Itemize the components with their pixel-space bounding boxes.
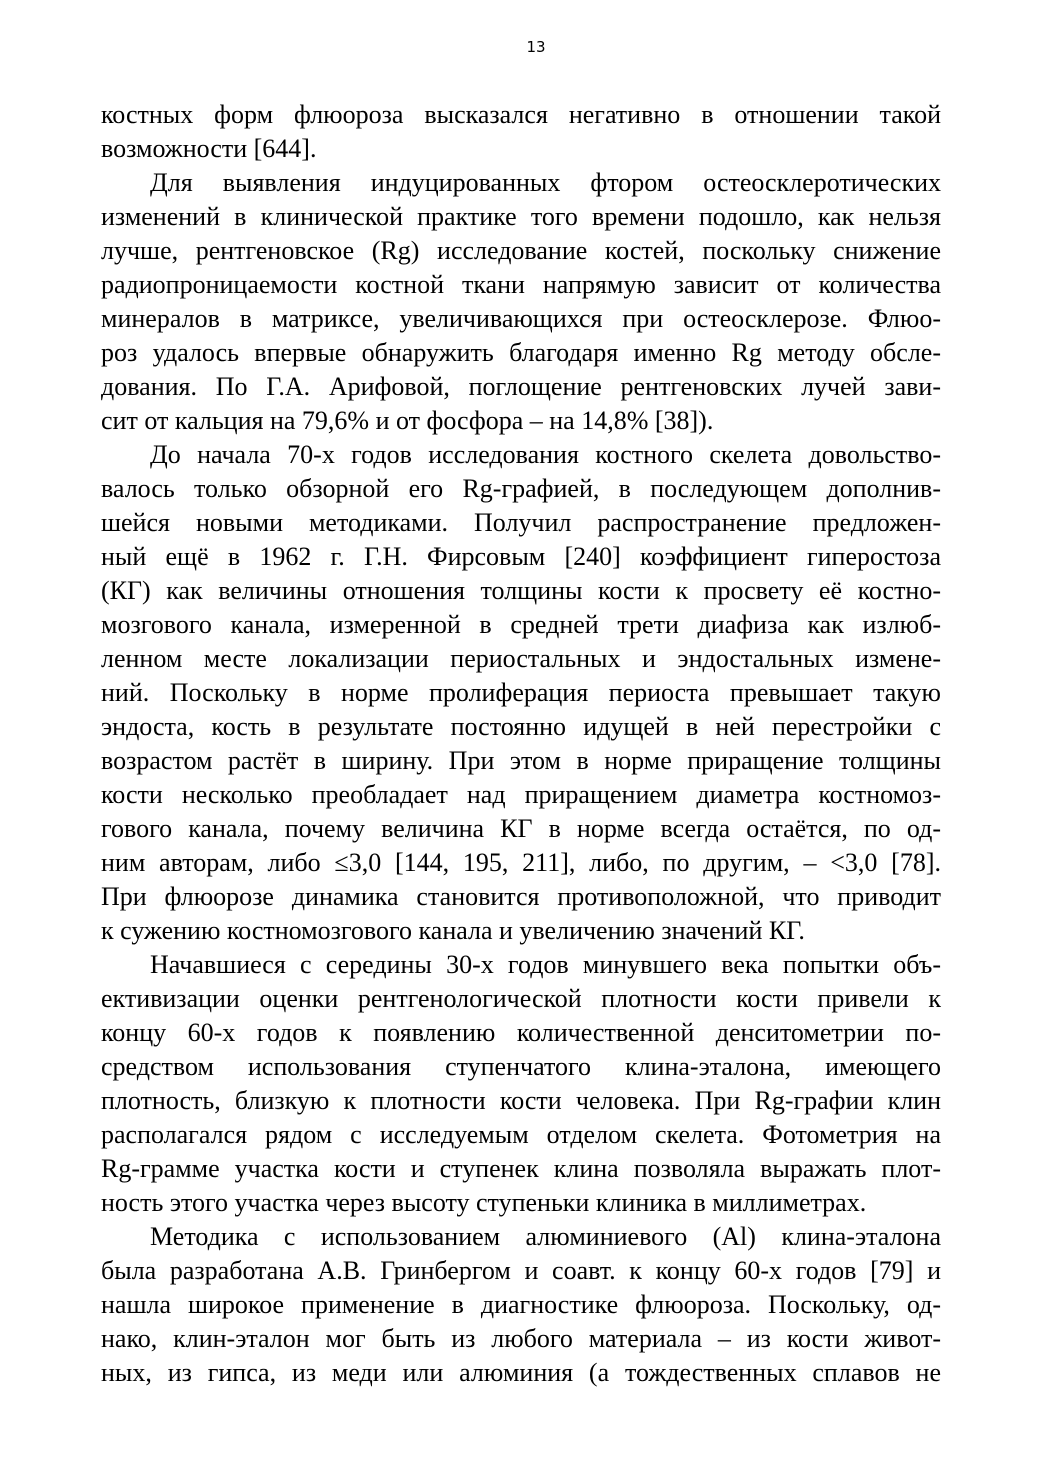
text-line: эндоста, кость в результате постоянно идущей в ней перестройки с: [101, 712, 941, 741]
body-text: [101, 98, 941, 1390]
text-line: ний. Поскольку в норме пролиферация периоста превышает такую: [101, 678, 941, 707]
paragraph: [101, 98, 941, 166]
paragraph: [101, 438, 941, 948]
text-line: ним авторам, либо ≤3,0 [144, 195, 211], либо, по другим, – <3,0 [78].: [101, 848, 941, 877]
page-number: 13: [526, 38, 546, 56]
text-line: минералов в матриксе, увеличивающихся при остеосклерозе. Флюо-: [101, 304, 941, 333]
text-line: концу 60-х годов к появлению количественной денситометрии по-: [101, 1018, 941, 1047]
text-line: дования. По Г.А. Арифовой, поглощение рентгеновских лучей зави-: [101, 372, 941, 401]
text-line: сит от кальция на 79,6% и от фосфора – на 14,8% [38]).: [101, 406, 714, 435]
text-line: кости несколько преобладает над приращением диаметра костномоз-: [101, 780, 941, 809]
text-line: возрастом растёт в ширину. При этом в норме приращение толщины: [101, 746, 941, 775]
text-line: ный ещё в 1962 г. Г.Н. Фирсовым [240] коэффициент гиперостоза: [101, 542, 941, 571]
text-line: Начавшиеся с середины 30-х годов минувшего века попытки объ-: [150, 950, 941, 979]
text-line: к сужению костномозгового канала и увеличению значений КГ.: [101, 916, 805, 945]
text-line: Методика с использованием алюминиевого (Al) клина-эталона: [150, 1222, 941, 1251]
text-line: шейся новыми методиками. Получил распространение предложен-: [101, 508, 941, 537]
text-line: изменений в клинической практике того времени подошло, как нельзя: [101, 202, 941, 231]
paragraph: [101, 948, 941, 1220]
paragraph: [101, 1220, 941, 1390]
text-line: (КГ) как величины отношения толщины кости к просвету её костно-: [101, 576, 941, 605]
text-line: ективизации оценки рентгенологической плотности кости привели к: [101, 984, 941, 1013]
text-line: располагался рядом с исследуемым отделом скелета. Фотометрия на: [101, 1120, 941, 1149]
text-line: ленном месте локализации периостальных и эндостальных измене-: [101, 644, 941, 673]
text-line: При флюорозе динамика становится противоположной, что приводит: [101, 882, 941, 911]
paragraph: [101, 166, 941, 438]
text-line: ность этого участка через высоту ступеньки клиника в миллиметрах.: [101, 1188, 867, 1217]
text-line: валось только обзорной его Rg-графией, в последующем дополнив-: [101, 474, 941, 503]
text-line: возможности [644].: [101, 134, 317, 163]
text-line: До начала 70-х годов исследования костного скелета довольство-: [150, 440, 941, 469]
text-line: радиопроницаемости костной ткани напрямую зависит от количества: [101, 270, 941, 299]
text-line: лучше, рентгеновское (Rg) исследование костей, поскольку снижение: [101, 236, 941, 265]
text-line: гового канала, почему величина КГ в норме всегда остаётся, по од-: [101, 814, 941, 843]
text-line: ных, из гипса, из меди или алюминия (а тождественных сплавов не: [101, 1358, 941, 1387]
text-line: Для выявления индуцированных фтором остеосклеротических: [150, 168, 941, 197]
text-line: костных форм флюороза высказался негативно в отношении такой: [101, 100, 941, 129]
text-line: средством использования ступенчатого клина-эталона, имеющего: [101, 1052, 941, 1081]
text-line: была разработана А.В. Гринбергом и соавт. к концу 60-х годов [79] и: [101, 1256, 941, 1285]
text-line: Rg-грамме участка кости и ступенек клина позволяла выражать плот-: [101, 1154, 941, 1183]
text-line: нако, клин-эталон мог быть из любого материала – из кости живот-: [101, 1324, 941, 1353]
text-line: нашла широкое применение в диагностике флюороза. Поскольку, од-: [101, 1290, 941, 1319]
text-line: мозгового канала, измеренной в средней трети диафиза как излюб-: [101, 610, 941, 639]
text-line: плотность, близкую к плотности кости человека. При Rg-графии клин: [101, 1086, 941, 1115]
text-line: роз удалось впервые обнаружить благодаря именно Rg методу обсле-: [101, 338, 941, 367]
